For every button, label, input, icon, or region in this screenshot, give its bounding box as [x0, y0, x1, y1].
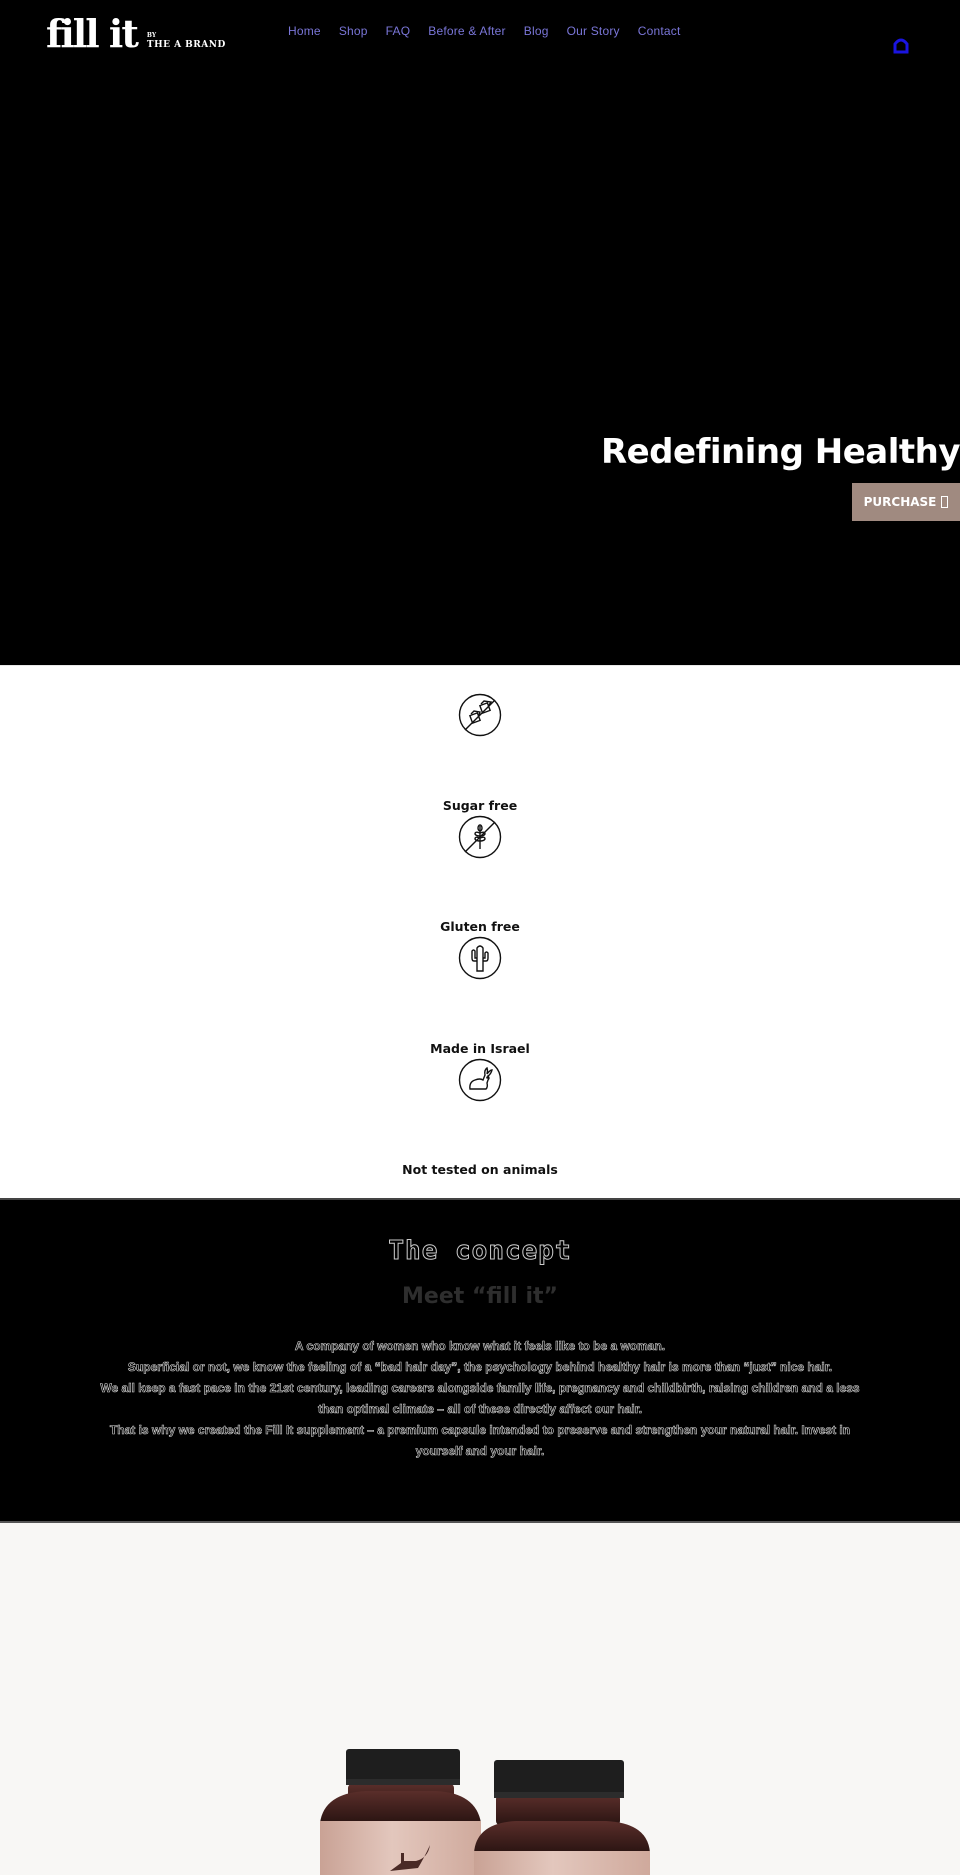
bottle-front: [474, 1760, 650, 1875]
features-section: [0, 665, 960, 1198]
story-eyebrow: The concept: [388, 1236, 572, 1266]
cactus-icon: [458, 936, 502, 980]
nav-our-story[interactable]: Our Story: [566, 24, 620, 38]
rabbit-icon: [458, 1058, 502, 1102]
nav-before-after[interactable]: Before & After: [428, 24, 506, 38]
site-header: [0, 0, 960, 80]
main-nav: [288, 24, 699, 38]
missing-glyph-icon: [941, 496, 948, 508]
no-sugar-cubes-icon: [458, 693, 502, 737]
purchase-label: PURCHASE: [863, 495, 937, 509]
nav-shop[interactable]: Shop: [338, 24, 368, 38]
story-paragraph: A company of women who know what it feels like to be a woman.: [294, 1339, 666, 1353]
logo-brand: THE A BRAND: [146, 40, 226, 50]
logo[interactable]: [46, 11, 226, 56]
feature-label-sugar-free: Sugar free: [442, 798, 518, 813]
hero-title: Redefining Healthy: [600, 432, 960, 472]
nav-home[interactable]: Home: [288, 24, 321, 38]
hero-section: [0, 0, 960, 665]
feature-label-made-in-israel: Made in Israel: [430, 1041, 530, 1056]
logo-by: BY: [146, 32, 157, 39]
our-story-section: [0, 1198, 960, 1521]
shopping-bag-icon[interactable]: [893, 36, 909, 54]
bottle-back: [320, 1749, 481, 1875]
story-title: Meet “fill it”: [402, 1284, 558, 1309]
product-bottles-image: [316, 1723, 656, 1875]
story-paragraph: We all keep a fast pace in the 21st century, leading careers alongside family life, pregnancy and childbirth, raising children and a less than optimal climate – all of these directly affect our hair.: [100, 1381, 860, 1416]
feature-label-gluten-free: Gluten free: [440, 919, 520, 934]
feature-label-not-tested: Not tested on animals: [402, 1162, 558, 1177]
nav-contact[interactable]: Contact: [637, 24, 681, 38]
story-body: [95, 1336, 865, 1462]
logo-subtitle: [147, 32, 226, 50]
product-section: [0, 1521, 960, 1875]
purchase-button[interactable]: [852, 483, 960, 521]
logo-wordmark: fill it: [46, 11, 137, 56]
no-wheat-icon: [458, 815, 502, 859]
nav-blog[interactable]: Blog: [523, 24, 549, 38]
story-paragraph: That is why we created the Fill It supplement – a premium capsule intended to preserve and strengthen your natural hair. Invest in yourself and your hair.: [109, 1423, 851, 1458]
nav-faq[interactable]: FAQ: [385, 24, 411, 38]
story-paragraph: Superficial or not, we know the feeling of a “bad hair day”, the psychology behind healthy hair is more than “just” nice hair.: [127, 1360, 833, 1374]
